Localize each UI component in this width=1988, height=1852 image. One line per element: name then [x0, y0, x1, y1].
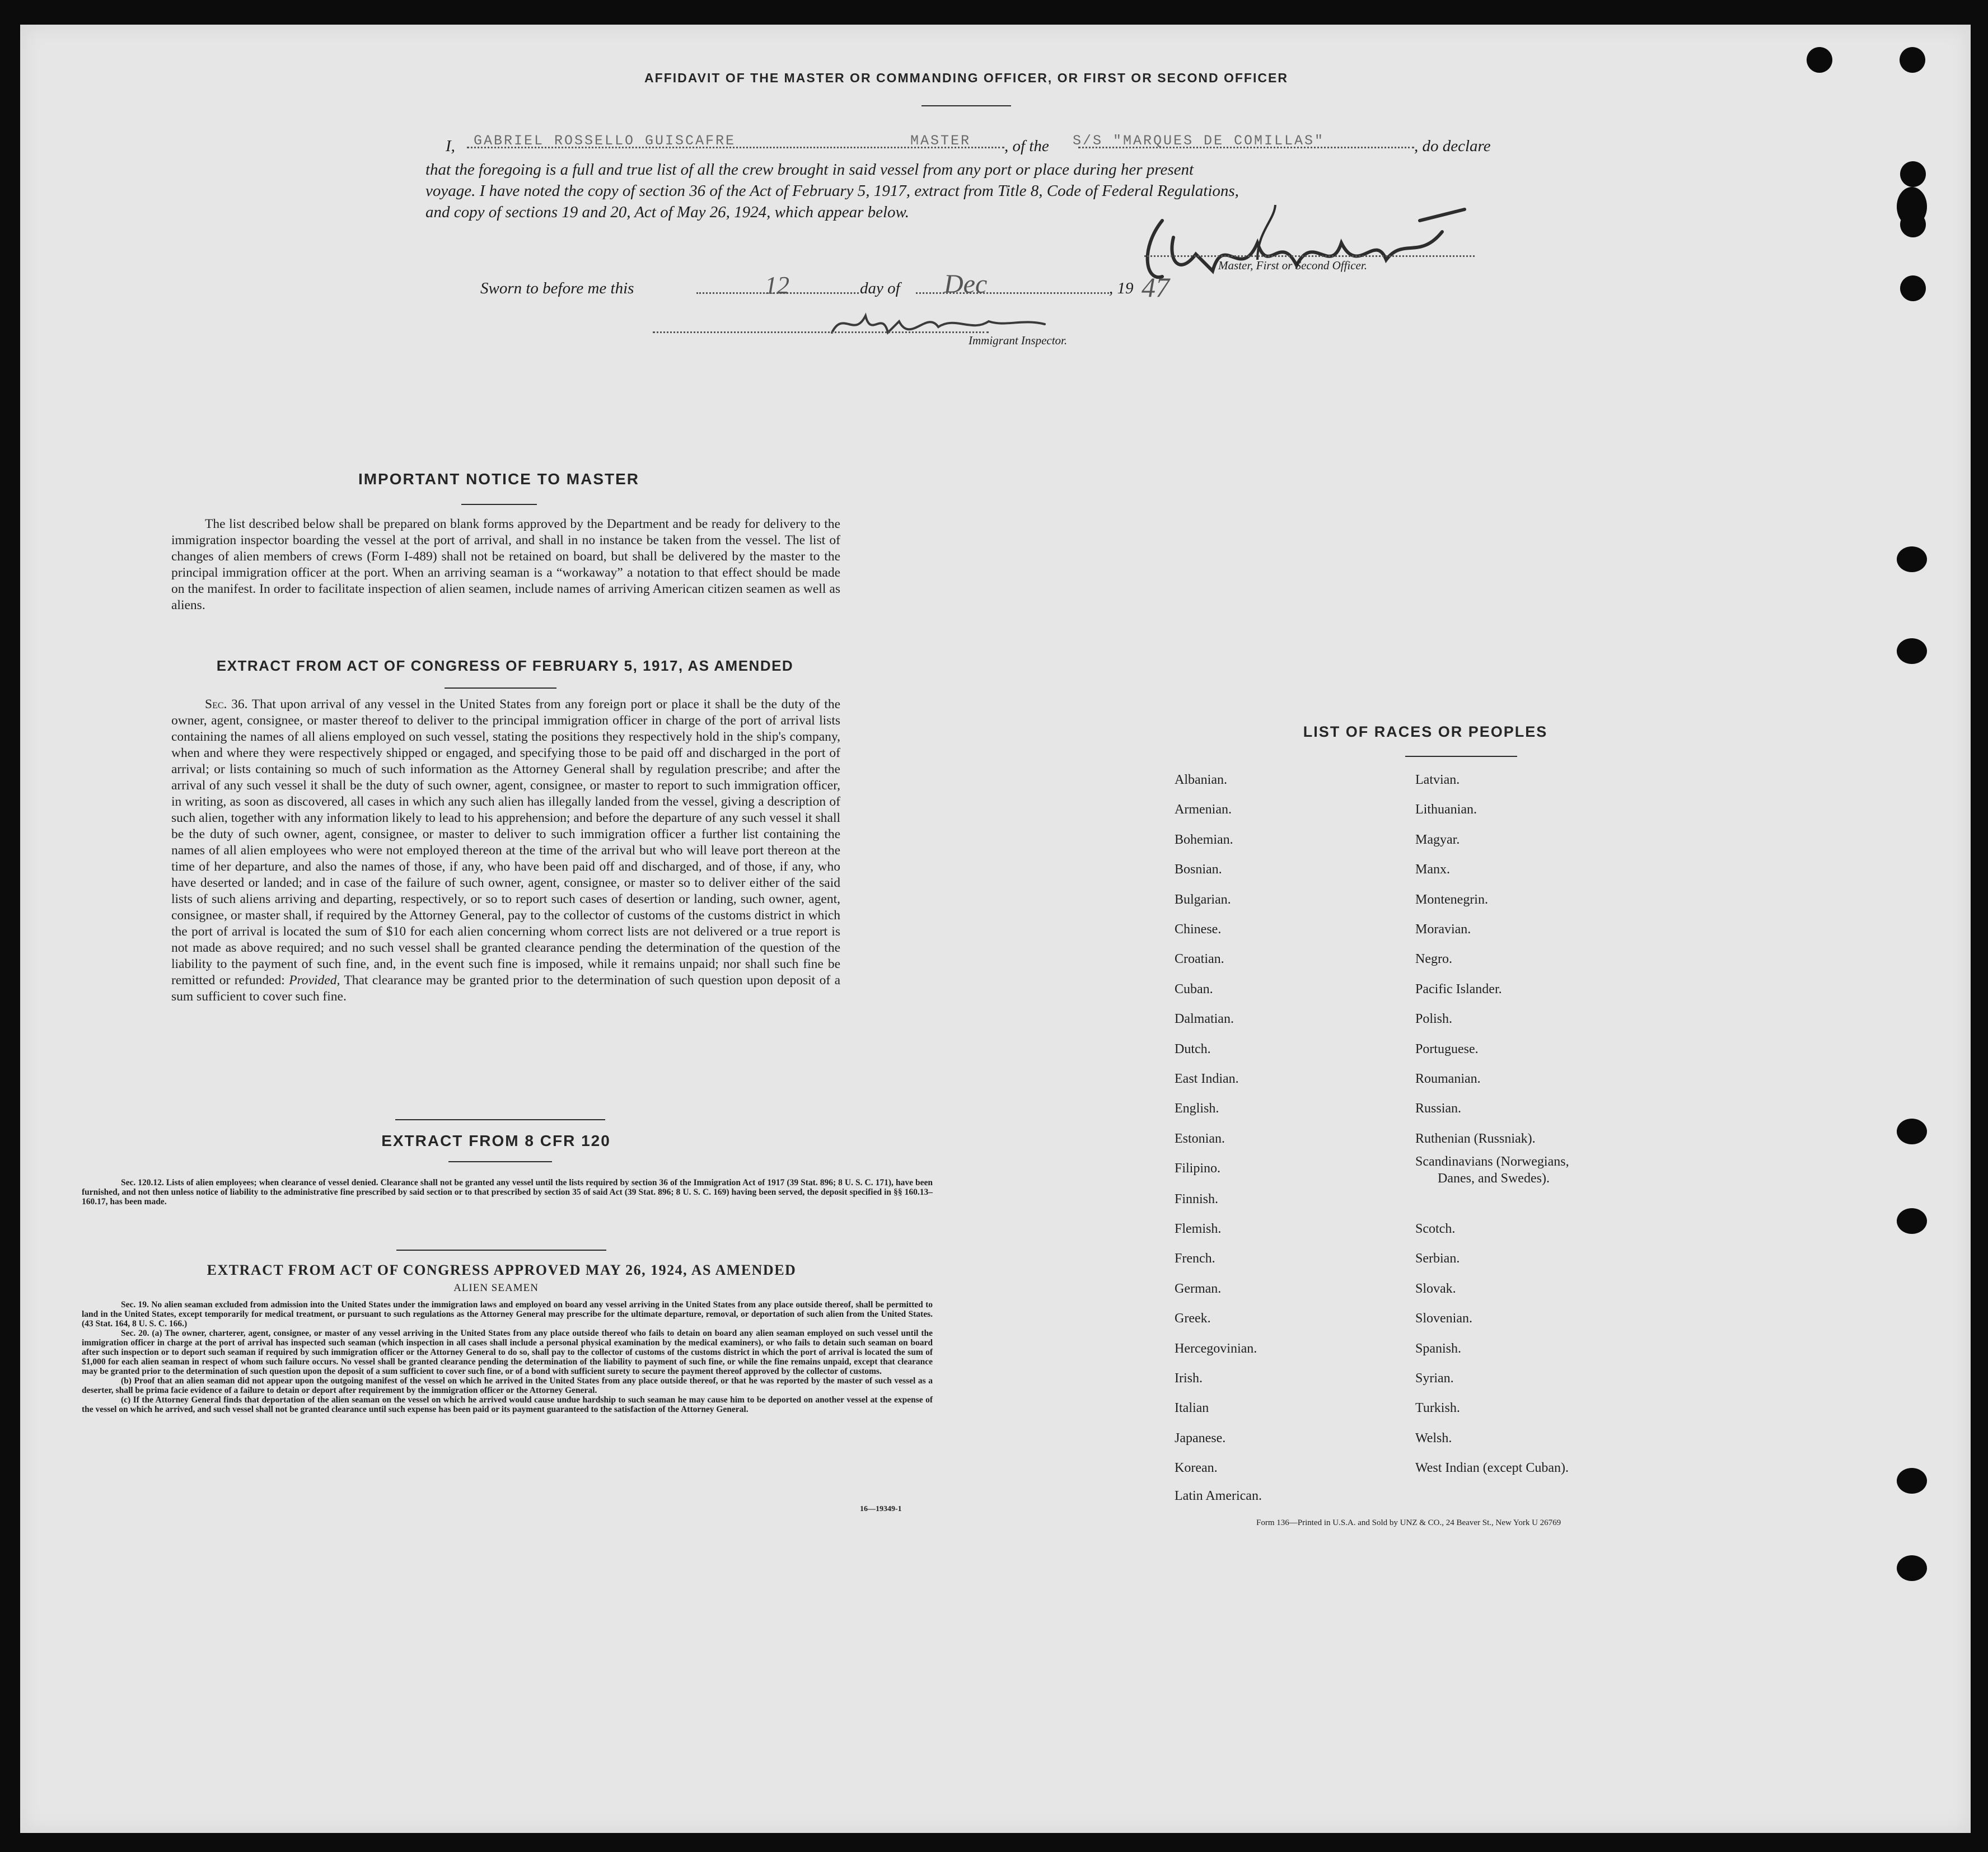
inspector-underline: [653, 331, 989, 333]
heading-rule: [922, 105, 1011, 106]
race-item: Albanian.: [1175, 773, 1227, 787]
cfr-title: EXTRACT FROM 8 CFR 120: [381, 1132, 611, 1149]
section-19-text: Sec. 19. No alien seaman excluded from admission into the United States under the immigration laws and employed on board any vessel arriving in the United States from any place outside thereof, shall be permitted to land in the United States, except temporarily for medical treatment, or pursuant to such regulations as the Attorney General may prescribe for the ultimate departure, removal, or deportation of such alien from the United States. (43 Stat. 164, 8 U. S. C. 166.): [82, 1300, 933, 1329]
race-item: Estonian.: [1175, 1131, 1225, 1146]
race-item: Spanish.: [1415, 1341, 1462, 1356]
section-36-proviso: That clearance may be granted prior to the determination of such question upon deposit of a sum sufficient to cover such fine.: [171, 973, 841, 1004]
day-of-label: day of: [860, 279, 900, 297]
race-item: Slovenian.: [1415, 1311, 1472, 1326]
master-caption: Master, First or Second Officer.: [1218, 259, 1367, 272]
race-item: Roumanian.: [1415, 1072, 1481, 1086]
race-item: Lithuanian.: [1415, 802, 1477, 817]
race-item: Polish.: [1415, 1012, 1453, 1027]
section-36-body: That upon arrival of any vessel in the United States from any foreign port or place it shall be the duty of the owner, agent, consignee, or master thereof to deliver to the principal immigration officer in charge of the port of arrival lists containing the names of all aliens employed on such vessel, stating the positions they respectively hold in the ship's company, when and where they were respectively shipped or engaged, and specifying those to be paid off and discharged in the port of arrival; or lists containing so much of such information as the Attorney General shall by regulation prescribe; and after the arrival of any such vessel it shall be the duty of such owner, agent, consignee, or master to report to such immigration officer, in writing, as soon as discovered, all cases in which any such alien has illegally landed from the vessel, giving a description of such alien, together with any information likely to lead to his apprehension; and before the departure of any such vessel it shall be the duty of such owner, agent, consignee, or master to deliver to such immigration officer a further list containing the names of all alien employees who were not employed thereon at the time of the arrival but who will leave port thereon at the time of her departure, and also the names of those, if any, who have been paid off and discharged, and of those, if any, who have deserted or landed; and in case of the failure of such owner, agent, consignee, or master so to deliver either of the said lists of such aliens arriving and departing, respectively, or so to report such cases of desertion or landing, such owner, agent, consignee, or master shall, if required by the Attorney General, pay to the collector of customs of the customs district in which the port of arrival is located the sum of $10 for each alien concerning whom correct lists are not delivered or a true report is not made as above required; and no such vessel shall be granted clearance pending the determination of the question of the liability to the payment of such fine, and, in the event such fine is imposed, while it remains unpaid; nor shall such fine be remitted or refunded:: [171, 697, 841, 988]
cfr-top-rule: [395, 1119, 605, 1120]
race-item: Welsh.: [1415, 1430, 1452, 1446]
race-item: West Indian (except Cuban).: [1415, 1461, 1569, 1476]
race-item: Russian.: [1415, 1101, 1462, 1116]
signature-underline: [1144, 255, 1475, 257]
race-item: Danes, and Swedes).: [1438, 1171, 1550, 1186]
notice-text: The list described below shall be prepared on blank forms approved by the Department and be ready for delivery to the immigration inspector boarding the vessel at the port of arrival, and shall in no instance be taken from the vessel. The list of changes of alien members of crews (Form I-489) shall not be retained on board, but shall be delivered by the master to the principal immigration officer at the port. When an arriving seaman is a “workaway” a notation to that effect should be made on the manifest. In order to facilitate inspection of alien seamen, include names of arriving American citizen seamen as well as aliens.: [171, 517, 840, 612]
race-item: Latin American.: [1175, 1488, 1262, 1503]
race-item: Dalmatian.: [1175, 1012, 1234, 1027]
race-item: Montenegrin.: [1415, 892, 1488, 907]
extract-1917-title: EXTRACT FROM ACT OF CONGRESS OF FEBRUARY 5, 1917, AS AMENDED: [216, 657, 794, 674]
section-20b-text: (b) Proof that an alien seaman did not appear upon the outgoing manifest of the vessel on which he arrived in the United States from any place outside thereof, or that he was reported by the master of such vessel as a deserter, shall be prima facie evidence of a failure to detain or deport after requirement by the immigration officer or the Attorney General.: [82, 1376, 933, 1395]
race-item: Magyar.: [1415, 832, 1460, 847]
race-item: Scotch.: [1415, 1222, 1456, 1236]
affidavit-line-3: voyage. I have noted the copy of section 36 of the Act of February 5, 1917, extract from Title 8, Code of Federal Regulations,: [425, 182, 1239, 200]
sworn-month: Dec: [944, 269, 988, 299]
race-item: Finnish.: [1175, 1191, 1219, 1206]
race-item: Portuguese.: [1415, 1041, 1479, 1056]
race-item: Filipino.: [1175, 1161, 1221, 1176]
cfr-rule: [448, 1161, 552, 1162]
race-item: Manx.: [1415, 862, 1450, 877]
alien-seamen-subtitle: ALIEN SEAMEN: [453, 1282, 539, 1294]
punch-hole: [1807, 47, 1832, 73]
notice-title: IMPORTANT NOTICE TO MASTER: [358, 470, 640, 488]
master-name: GABRIEL ROSSELLO GUISCAFRE: [474, 133, 736, 149]
extract-1917-rule: [445, 688, 556, 689]
race-item: Hercegovinian.: [1175, 1341, 1257, 1356]
race-item: Japanese.: [1175, 1430, 1226, 1446]
race-item: Cuban.: [1175, 981, 1213, 997]
race-item: Syrian.: [1415, 1371, 1454, 1386]
printer-footer: Form 136—Printed in U.S.A. and Sold by UNZ & CO., 24 Beaver St., New York U 26769: [1256, 1518, 1561, 1527]
punch-hole: [1897, 546, 1927, 572]
section-20c-text: (c) If the Attorney General finds that deportation of the alien seaman on the vessel on which he arrived would cause undue hardship to such seaman he may cause him to be deported on another vessel at the expense of the vessel on which he arrived, and such vessel shall not be granted clearance until such expense has been paid or its payment guaranteed to the satisfaction of the Attorney General.: [82, 1395, 933, 1414]
race-item: French.: [1175, 1251, 1215, 1266]
race-item: Scandinavians (Norwegians,: [1415, 1154, 1569, 1170]
punch-hole: [1897, 1119, 1927, 1144]
race-item: Ruthenian (Russniak).: [1415, 1131, 1536, 1146]
cfr-text: Sec. 120.12. Lists of alien employees; when clearance of vessel denied. Clearance shall not be granted any vessel until the lists required by section 36 of the Immigration Act of 1917 (39 Stat. 896; 8 U. S. C. 171), have been furnished, and not then unless notice of liability to the administrative fine prescribed by said section or to that prescribed by section 35 of said Act (39 Stat. 896; 8 U. S. C. 169) having been served, the deposit specified in §§ 160.13–160.17, has been made.: [82, 1178, 933, 1206]
race-item: Pacific Islander.: [1415, 981, 1502, 997]
form-code: 16—19349-1: [860, 1505, 902, 1513]
master-rank: MASTER: [910, 133, 971, 149]
manifest-sheet: [20, 25, 1971, 1833]
extract-1917-text: [171, 696, 840, 1005]
race-item: Negro.: [1415, 952, 1452, 967]
race-item: Armenian.: [1175, 802, 1232, 817]
race-item: East Indian.: [1175, 1072, 1239, 1086]
inspector-caption: Immigrant Inspector.: [969, 334, 1068, 347]
punch-hole: [1900, 161, 1926, 187]
punch-hole: [1900, 275, 1926, 301]
race-item: Bosnian.: [1175, 862, 1222, 877]
race-item: Italian: [1175, 1401, 1209, 1416]
do-declare-label: , do declare: [1414, 137, 1491, 155]
race-item: German.: [1175, 1281, 1222, 1296]
extract-1924-top-rule: [396, 1250, 606, 1251]
affidavit-prefix: I,: [446, 137, 455, 155]
master-signature: [1129, 198, 1509, 293]
race-item: Flemish.: [1175, 1222, 1222, 1236]
vessel-name: S/S "MARQUES DE COMILLAS": [1073, 133, 1325, 149]
race-item: Slovak.: [1415, 1281, 1456, 1296]
race-item: Chinese.: [1175, 922, 1222, 937]
race-item: English.: [1175, 1101, 1219, 1116]
race-item: Moravian.: [1415, 922, 1471, 937]
affidavit-heading: AFFIDAVIT OF THE MASTER OR COMMANDING OFFICER, OR FIRST OR SECOND OFFICER: [644, 71, 1288, 85]
extract-1924-title: EXTRACT FROM ACT OF CONGRESS APPROVED MAY 26, 1924, AS AMENDED: [207, 1262, 797, 1278]
sworn-label: Sworn to before me this: [480, 279, 634, 297]
affidavit-line-4: and copy of sections 19 and 20, Act of May 26, 1924, which appear below.: [425, 203, 909, 221]
punch-hole: [1897, 638, 1927, 664]
race-item: Korean.: [1175, 1461, 1218, 1476]
race-item: Croatian.: [1175, 952, 1224, 967]
races-title: LIST OF RACES OR PEOPLES: [1303, 723, 1548, 740]
punch-hole: [1897, 1208, 1927, 1234]
races-rule: [1405, 756, 1517, 757]
provided-word: Provided,: [289, 973, 340, 988]
punch-hole: [1897, 1555, 1927, 1581]
punch-hole: [1900, 212, 1926, 237]
race-item: Dutch.: [1175, 1041, 1211, 1056]
of-the-label: , of the: [1004, 137, 1049, 155]
section-20a-text: Sec. 20. (a) The owner, charterer, agent, consignee, or master of any vessel arriving in the United States from any place outside thereof who fails to detain on board any alien seaman employed on such vessel until the immigration officer in charge at the port of arrival has inspected such seaman (which inspection in all cases shall include a personal physical examination by the medical examiners), or who fails to detain such seaman on board after such inspection or to deport such seaman if required by such immigration officer or the Attorney General to do so, shall pay to the collector of customs of the customs district in which the port of arrival is located the sum of $1,000 for each alien seaman in respect of whom such failure occurs. No vessel shall be granted clearance pending the determination of the liability to payment of such fine, or while the fine remains unpaid, except that clearance may be granted prior to the determination of such question upon the deposit of a sum sufficient to cover such fine, or of a bond with sufficient surety to secure the payment thereof approved by the collector of customs.: [82, 1329, 933, 1376]
race-item: Turkish.: [1415, 1401, 1460, 1416]
extract-1924-text: [82, 1300, 933, 1414]
punch-hole: [1897, 1468, 1927, 1494]
affidavit-line-2: that the foregoing is a full and true list of all the crew brought in said vessel from any port or place during her present: [425, 161, 1194, 179]
race-item: Serbian.: [1415, 1251, 1460, 1266]
punch-hole: [1900, 47, 1925, 73]
section-36-label: Sec. 36.: [205, 697, 248, 712]
sworn-year: 47: [1142, 272, 1170, 303]
race-item: Latvian.: [1415, 773, 1460, 787]
year-prefix: , 19: [1109, 279, 1134, 297]
race-item: Greek.: [1175, 1311, 1211, 1326]
notice-rule: [461, 504, 537, 505]
race-item: Irish.: [1175, 1371, 1203, 1386]
race-item: Bohemian.: [1175, 832, 1233, 847]
race-item: Bulgarian.: [1175, 892, 1231, 907]
sworn-day: 12: [765, 272, 789, 299]
